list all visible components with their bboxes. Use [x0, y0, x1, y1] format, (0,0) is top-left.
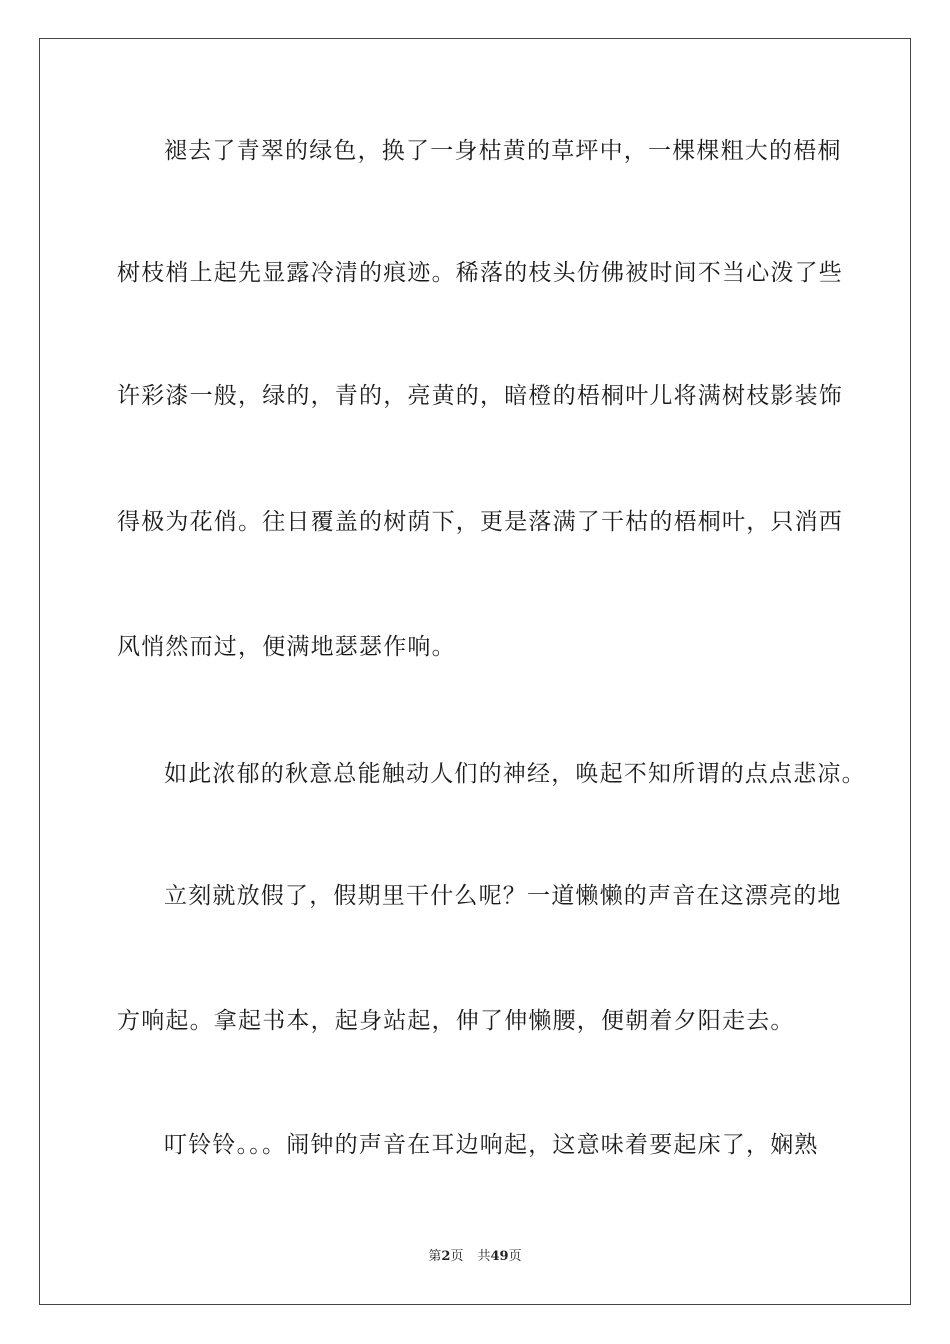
text-line-9: 叮铃铃。。。闹钟的声音在耳边响起，这意味着要起床了，娴熟: [164, 1132, 819, 1158]
total-pages: 49: [490, 1249, 509, 1264]
text-line-8: 方响起。拿起书本，起身站起，伸了伸懒腰，便朝着夕阳走去。: [117, 1008, 795, 1034]
text-line-5: 风悄然而过，便满地瑟瑟作响。: [117, 634, 456, 660]
page-suffix: 页: [450, 1249, 464, 1264]
text-line-1: 褪去了青翠的绿色，换了一身枯黄的草坪中，一棵棵粗大的梧桐: [164, 138, 842, 164]
total-suffix: 页: [508, 1249, 522, 1264]
page-border: [39, 38, 911, 1305]
text-line-7: 立刻就放假了，假期里干什么呢？一道懒懒的声音在这漂亮的地: [164, 883, 842, 909]
text-line-3: 许彩漆一般，绿的，青的，亮黄的，暗橙的梧桐叶儿将满树枝影装饰: [117, 383, 843, 409]
page-prefix: 第: [428, 1249, 442, 1264]
text-line-2: 树枝梢上起先显露冷清的痕迹。稀落的枝头仿佛被时间不当心泼了些: [117, 260, 843, 286]
text-line-4: 得极为花俏。往日覆盖的树荫下，更是落满了干枯的梧桐叶，只消西: [117, 509, 843, 535]
total-prefix: 共: [477, 1249, 491, 1264]
page-footer: [0, 1249, 950, 1265]
text-line-6: 如此浓郁的秋意总能触动人们的神经，唤起不知所谓的点点悲凉。: [164, 761, 866, 787]
page-number: 2: [441, 1249, 451, 1264]
